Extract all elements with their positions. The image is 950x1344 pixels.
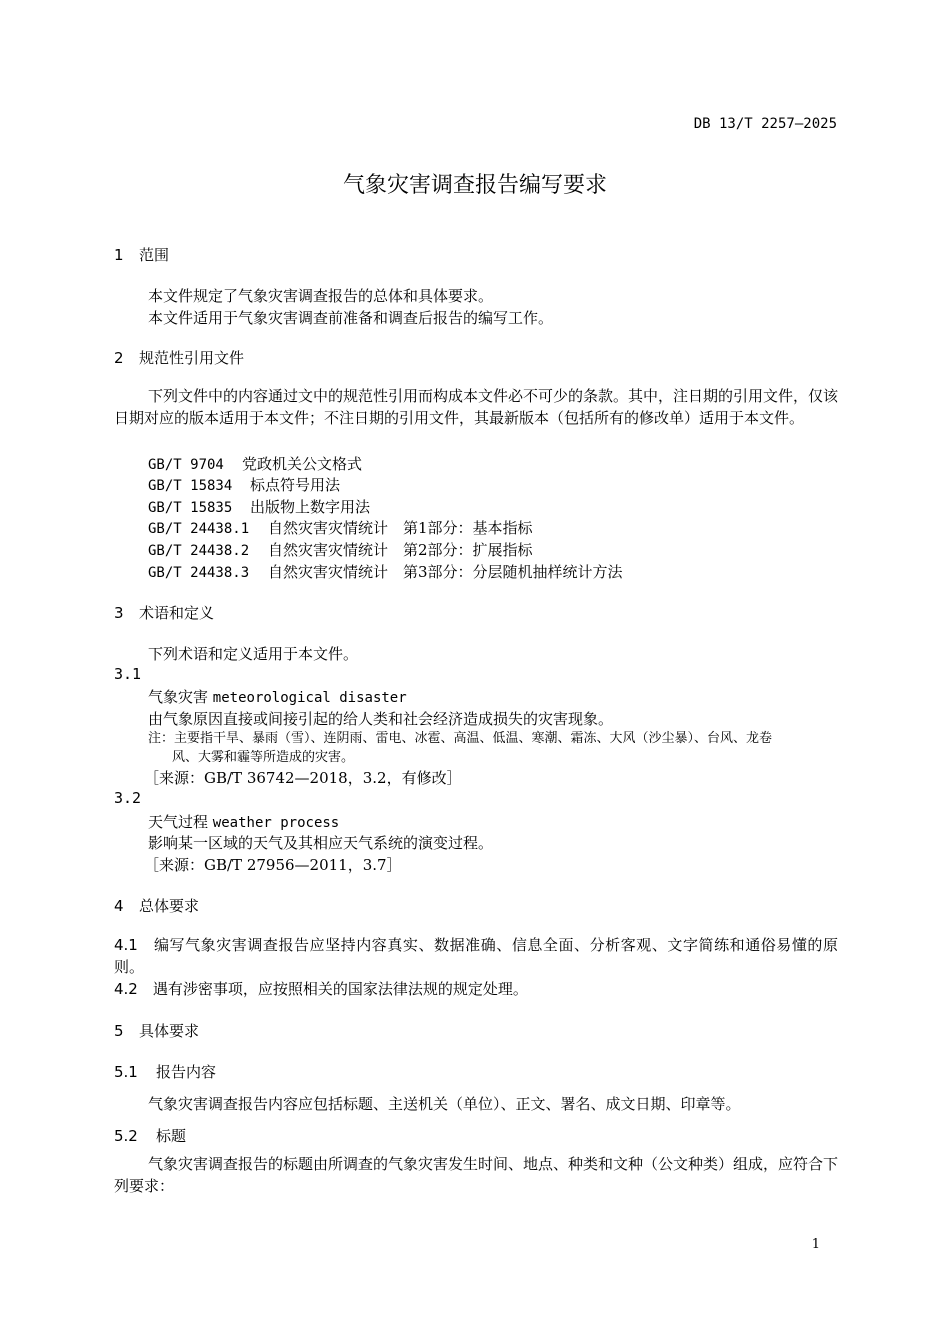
reference-item (148, 539, 533, 560)
term-zh: 天气过程 (148, 813, 209, 831)
clause-text: 遇有涉密事项，应按照相关的国家法律法规的规定处理。 (152, 980, 528, 998)
section-title: 范围 (139, 246, 170, 264)
subsection-title: 标题 (156, 1127, 187, 1145)
term-name (148, 686, 407, 707)
subsection-number: 5.2 (114, 1127, 138, 1145)
reference-title: 党政机关公文格式 (242, 455, 363, 473)
section-5-heading (114, 1020, 199, 1041)
clause-4-2 (114, 979, 838, 1001)
term-en: weather process (212, 815, 340, 831)
section-title: 术语和定义 (139, 604, 215, 622)
document-id: DB 13/T 2257—2025 (693, 116, 837, 132)
reference-item (148, 453, 362, 474)
section-number: 2 (114, 349, 124, 367)
subsection-title: 报告内容 (156, 1063, 217, 1081)
clause-number: 4.1 (114, 936, 138, 954)
clause-number: 4.2 (114, 980, 138, 998)
page-title: 气象灾害调查报告编写要求 (342, 173, 607, 198)
section-4-heading (114, 895, 199, 916)
reference-title: 出版物上数字用法 (250, 498, 371, 516)
term-zh: 气象灾害 (148, 688, 209, 706)
reference-code: GB/T 15834 (148, 478, 233, 494)
reference-item (148, 561, 623, 582)
subsection-5-1-paragraph: 气象灾害调查报告内容应包括标题、主送机关（单位）、正文、署名、成文日期、印章等。 (148, 1095, 741, 1113)
note-line: 风、大雾和霾等所造成的灾害。 (172, 750, 355, 765)
reference-title: 自然灾害灾情统计 第3部分：分层随机抽样统计方法 (268, 563, 623, 581)
clause-text: 编写气象灾害调查报告应坚持内容真实、数据准确、信息全面、分析客观、文字简练和通俗易懂的原则。 (114, 936, 838, 976)
reference-item (148, 496, 370, 517)
subsection-number: 5.1 (114, 1063, 138, 1081)
section-number: 1 (114, 246, 124, 264)
subsection-5-2-heading (114, 1125, 186, 1146)
term-note (148, 729, 840, 767)
section-title: 规范性引用文件 (139, 349, 245, 367)
reference-code: GB/T 24438.2 (148, 543, 250, 559)
scope-paragraph-2: 本文件适用于气象灾害调查前准备和调查后报告的编写工作。 (148, 309, 554, 327)
term-number: 3.1 (114, 665, 142, 683)
section-3-heading (114, 602, 214, 623)
section-2-heading (114, 347, 244, 368)
terms-intro: 下列术语和定义适用于本文件。 (148, 645, 359, 663)
reference-code: GB/T 9704 (148, 457, 224, 473)
reference-title: 自然灾害灾情统计 第2部分：扩展指标 (268, 541, 533, 559)
term-definition: 由气象原因直接或间接引起的给人类和社会经济造成损失的灾害现象。 (148, 710, 614, 728)
scope-paragraph-1: 本文件规定了气象灾害调查报告的总体和具体要求。 (148, 287, 494, 305)
section-number: 5 (114, 1022, 124, 1040)
note-label: 注： (148, 731, 175, 746)
reference-title: 标点符号用法 (250, 476, 341, 494)
term-definition: 影响某一区域的天气及其相应天气系统的演变过程。 (148, 834, 494, 852)
page-number: 1 (811, 1237, 820, 1252)
reference-item (148, 474, 340, 495)
clause-4-1 (114, 935, 838, 978)
reference-code: GB/T 15835 (148, 500, 233, 516)
section-title: 具体要求 (139, 1022, 200, 1040)
term-source: ［来源：GB/T 27956—2011，3.7］ (144, 856, 402, 874)
note-text: 主要指干旱、暴雨（雪）、连阴雨、雷电、冰雹、高温、低温、寒潮、霜冻、大风（沙尘暴）、台风、龙卷 (174, 731, 773, 746)
note-line (148, 729, 840, 748)
reference-title: 自然灾害灾情统计 第1部分：基本指标 (268, 519, 533, 537)
section-number: 4 (114, 897, 124, 915)
section-1-heading (114, 244, 169, 265)
term-source: ［来源：GB/T 36742—2018，3.2，有修改］ (144, 769, 462, 787)
term-en: meteorological disaster (212, 690, 407, 706)
reference-code: GB/T 24438.1 (148, 521, 250, 537)
normative-references-intro: 下列文件中的内容通过文中的规范性引用而构成本文件必不可少的条款。其中，注日期的引用文件，仅该日期对应的版本适用于本文件；不注日期的引用文件，其最新版本（包括所有的修改单）适用于本文件。 (114, 387, 839, 427)
section-number: 3 (114, 604, 124, 622)
term-number: 3.2 (114, 789, 142, 807)
section-title: 总体要求 (139, 897, 200, 915)
term-name (148, 811, 339, 832)
subsection-5-2-paragraph: 气象灾害调查报告的标题由所调查的气象灾害发生时间、地点、种类和文种（公文种类）组成，应符合下列要求： (114, 1155, 839, 1195)
reference-item (148, 517, 533, 538)
subsection-5-1-heading (114, 1061, 216, 1082)
reference-code: GB/T 24438.3 (148, 565, 250, 581)
